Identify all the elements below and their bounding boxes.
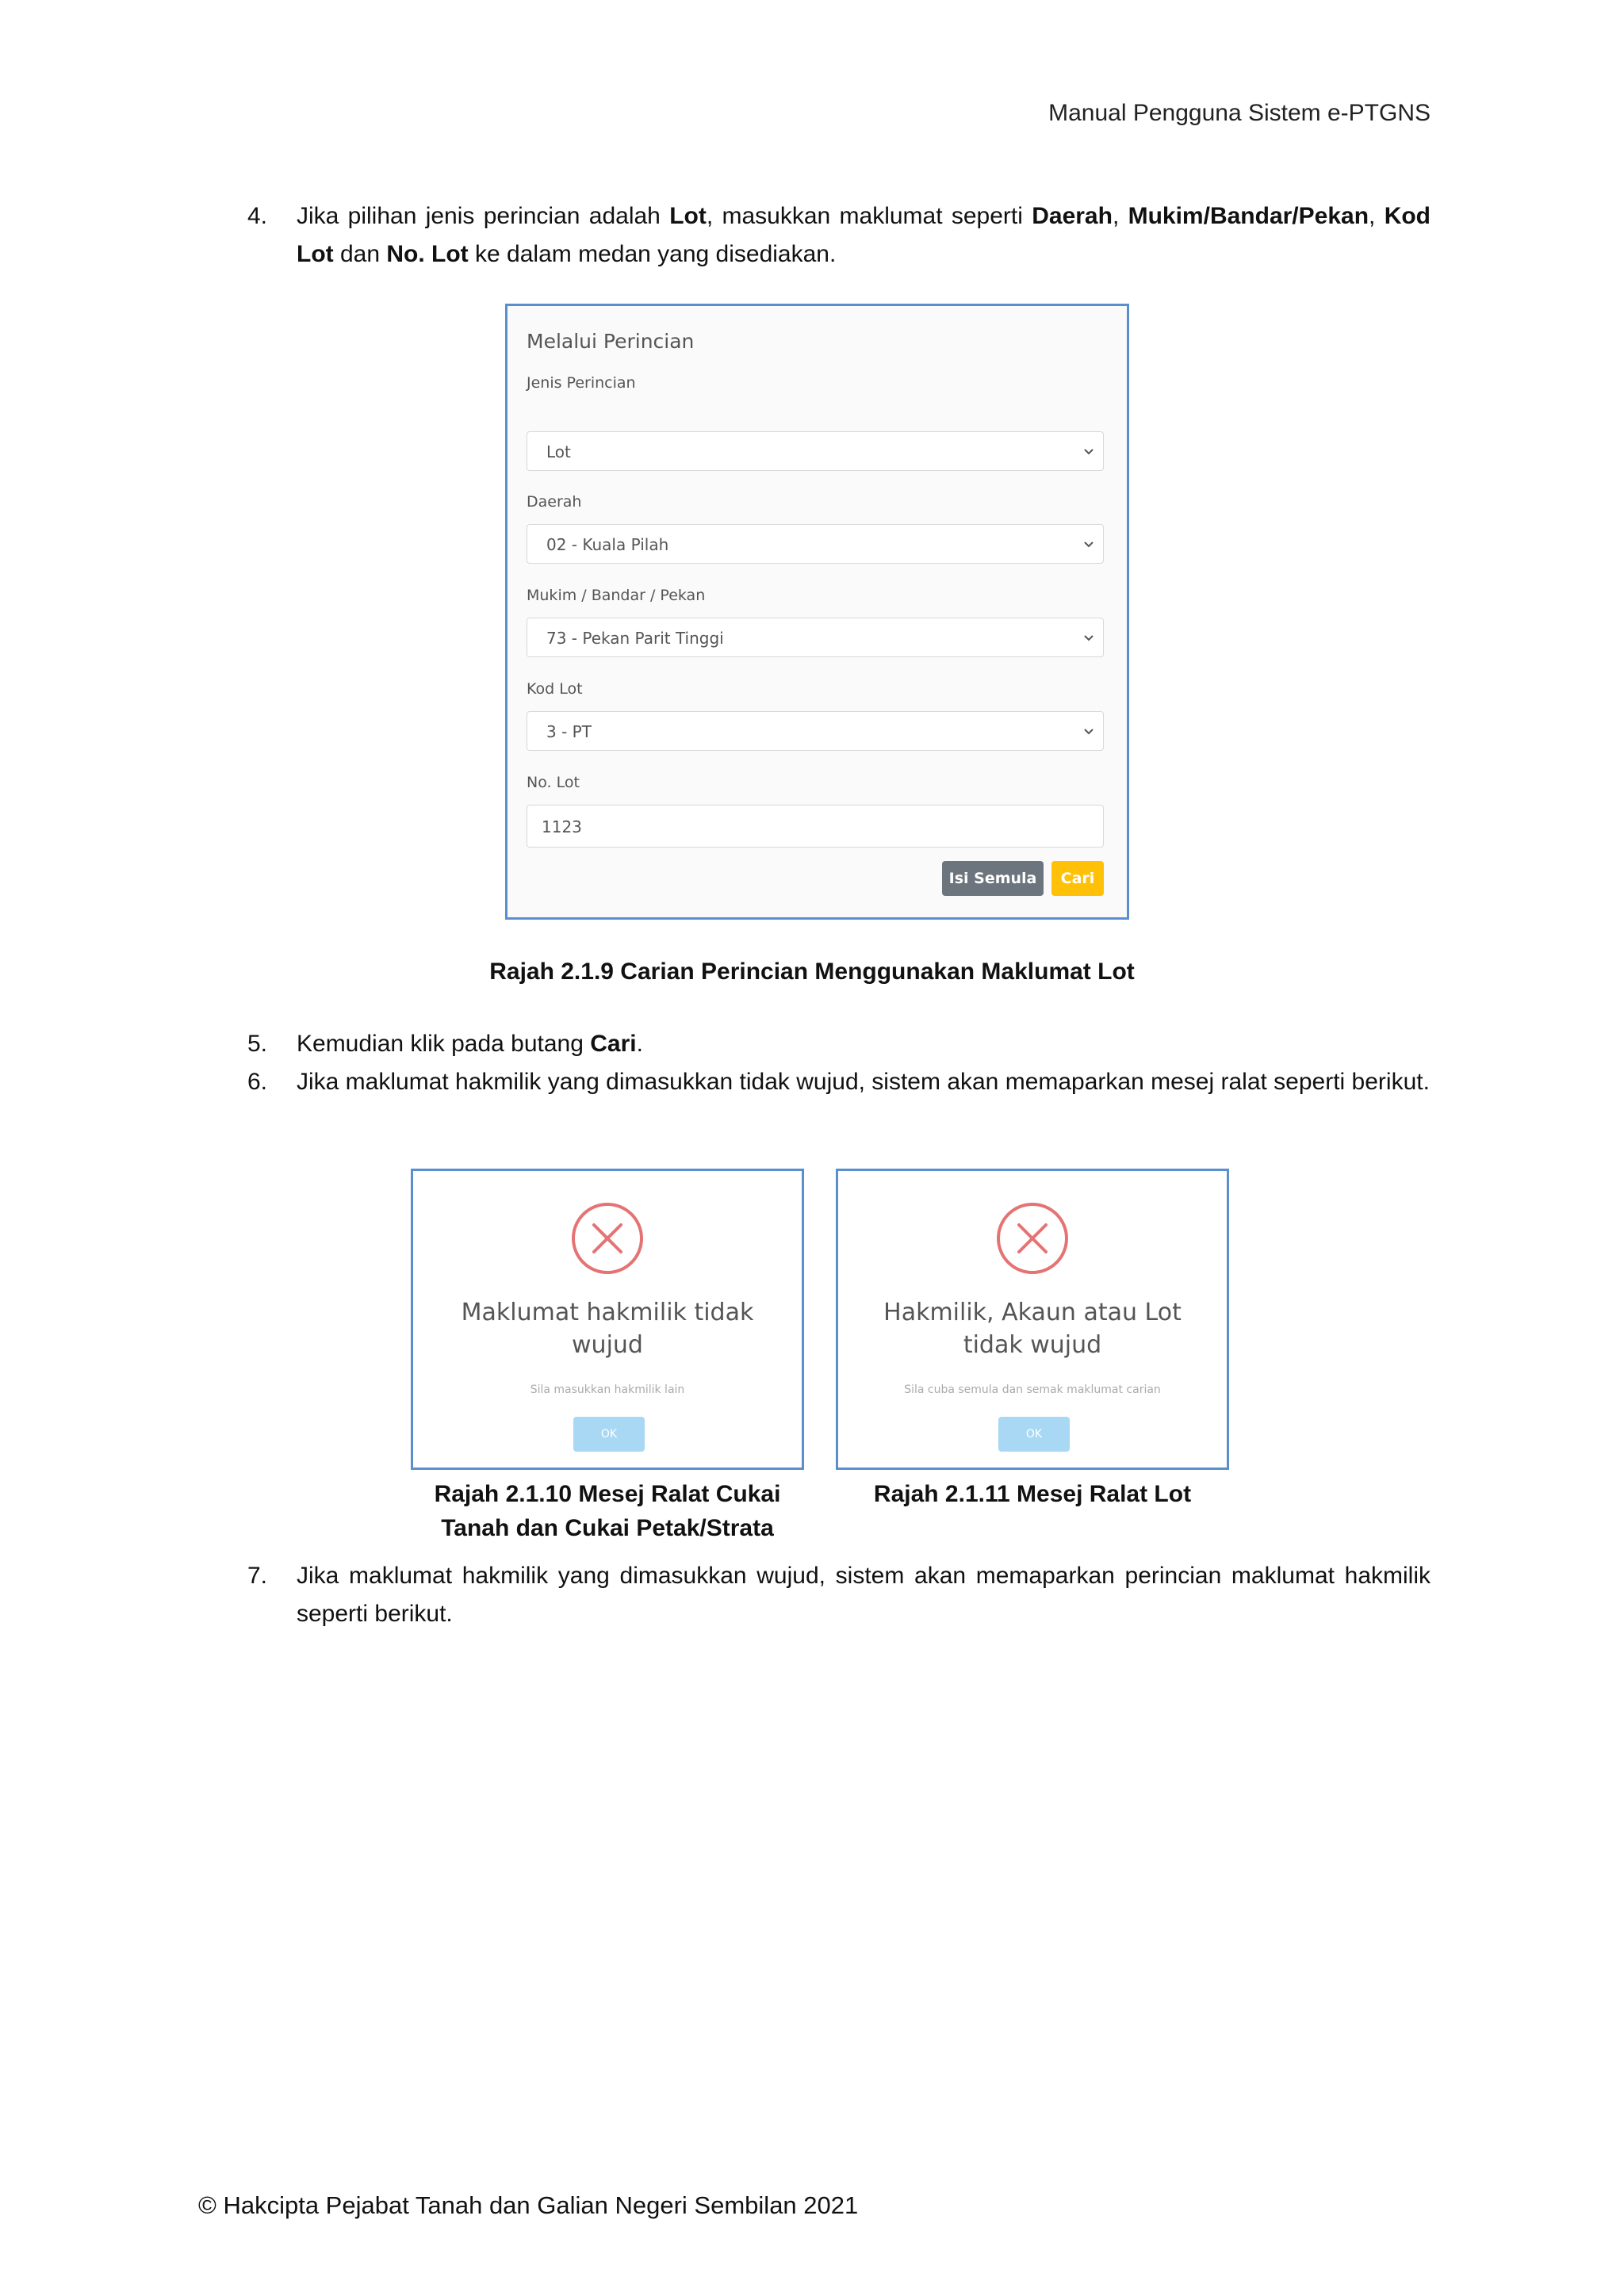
select-value: 3 - PT	[546, 722, 592, 741]
step-number: 7.	[247, 1563, 268, 1589]
step-text: Jika maklumat hakmilik yang dimasukkan tidak wujud, sistem akan memaparkan mesej ralat seperti berikut.	[297, 1069, 1430, 1095]
ok-button[interactable]: OK	[998, 1417, 1070, 1452]
step-7	[247, 1557, 1431, 1633]
step-text: Kemudian klik pada butang Cari.	[297, 1031, 643, 1057]
kod-lot-select[interactable]	[527, 711, 1104, 751]
error-x-circle-icon	[570, 1201, 645, 1276]
dialog-subtitle: Sila masukkan hakmilik lain	[530, 1383, 685, 1396]
step-6	[247, 1063, 1431, 1139]
isi-semula-button[interactable]: Isi Semula	[942, 861, 1044, 896]
dialog-subtitle: Sila cuba semula dan semak maklumat carian	[904, 1383, 1161, 1396]
select-value: 02 - Kuala Pilah	[546, 535, 669, 554]
copyright-footer: © Hakcipta Pejabat Tanah dan Galian Negeri Sembilan 2021	[198, 2191, 859, 2219]
error-x-circle-icon	[995, 1201, 1070, 1276]
chevron-down-icon	[1081, 629, 1097, 645]
figure-caption-2-1-9: Rajah 2.1.9 Carian Perincian Menggunakan Maklumat Lot	[489, 959, 1135, 985]
figure-caption-2-1-10: Rajah 2.1.10 Mesej Ralat Cukai Tanah dan Cukai Petak/Strata	[434, 1481, 781, 1541]
step-4	[247, 197, 1431, 274]
mukim-label: Mukim / Bandar / Pekan	[527, 587, 706, 604]
select-value: 73 - Pekan Parit Tinggi	[546, 629, 724, 648]
error-dialog-lot	[836, 1169, 1229, 1470]
step-5	[247, 1025, 1431, 1063]
input-value: 1123	[542, 817, 582, 836]
no-lot-label: No. Lot	[527, 774, 580, 791]
cari-button[interactable]: Cari	[1051, 861, 1104, 896]
daerah-label: Daerah	[527, 493, 582, 511]
step-number: 6.	[247, 1069, 268, 1095]
daerah-select[interactable]	[527, 524, 1104, 564]
step-text: Jika maklumat hakmilik yang dimasukkan wujud, sistem akan memaparkan perincian maklumat hakmilik seperti berikut.	[297, 1563, 1431, 1627]
form-screenshot	[505, 304, 1129, 920]
dialog-title: Maklumat hakmilik tidak wujud	[461, 1299, 754, 1359]
error-dialog-hakmilik	[411, 1169, 804, 1470]
form-title: Melalui Perincian	[527, 330, 695, 353]
step-text: Jika pilihan jenis perincian adalah Lot, masukkan maklumat seperti Daerah, Mukim/Bandar/Pekan, Kod Lot dan No. Lot ke dalam medan yang disediakan.	[297, 203, 1431, 267]
document-header: Manual Pengguna Sistem e-PTGNS	[1048, 100, 1431, 126]
dialog-title: Hakmilik, Akaun atau Lot tidak wujud	[883, 1299, 1182, 1359]
jenis-perincian-label: Jenis Perincian	[527, 374, 636, 392]
mukim-select[interactable]	[527, 618, 1104, 657]
chevron-down-icon	[1081, 723, 1097, 739]
chevron-down-icon	[1081, 443, 1097, 459]
select-value: Lot	[546, 442, 571, 461]
kod-lot-label: Kod Lot	[527, 680, 583, 698]
step-number: 5.	[247, 1031, 268, 1057]
figure-caption-2-1-11: Rajah 2.1.11 Mesej Ralat Lot	[873, 1481, 1192, 1507]
ok-button[interactable]: OK	[573, 1417, 645, 1452]
step-number: 4.	[247, 203, 268, 229]
jenis-perincian-select[interactable]	[527, 431, 1104, 471]
chevron-down-icon	[1081, 536, 1097, 552]
no-lot-input[interactable]	[527, 805, 1104, 848]
